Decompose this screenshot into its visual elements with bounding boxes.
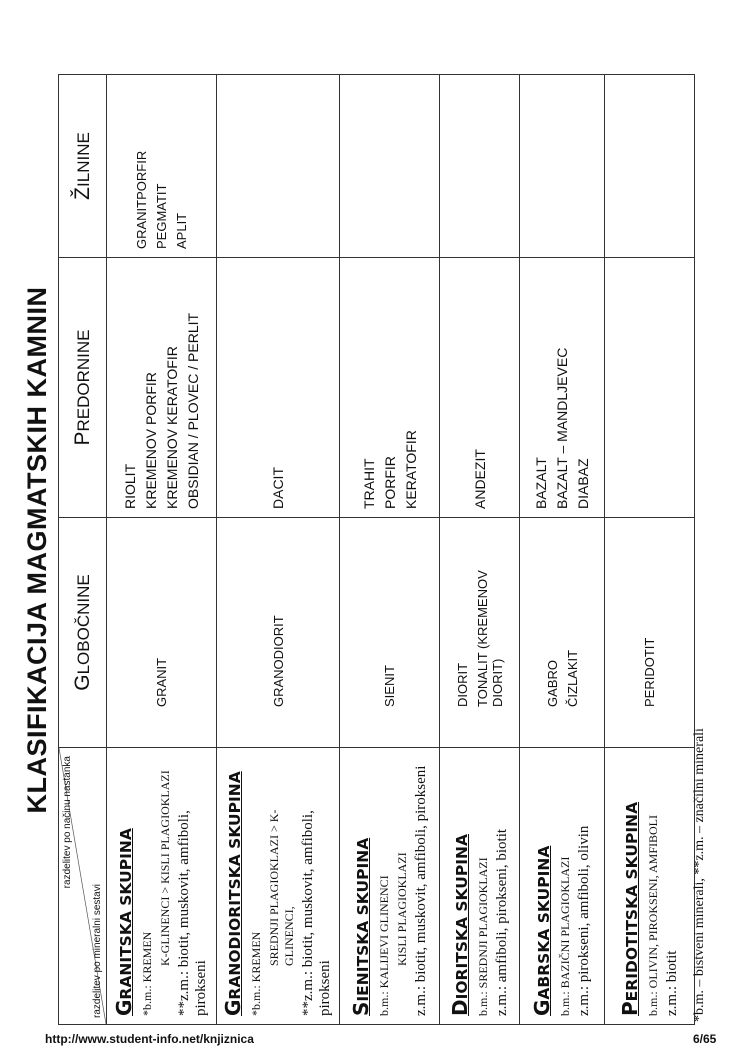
rock-name: BAZALT <box>533 457 549 509</box>
volcanic-rock-cell <box>520 258 605 518</box>
rock-name: GRANIT <box>154 657 169 707</box>
volcanic-rock-cell <box>440 258 520 518</box>
rock-group-name: SIENITSKA SKUPINA <box>348 837 373 1016</box>
volcanic-rock-cell <box>340 258 440 518</box>
rock-group-cell <box>605 748 695 1025</box>
mineral-line: b.m.: OLIVIN, PIROKSENI, AMFIBOLI <box>645 815 660 1016</box>
mineral-line: b.m.: SREDNJI PLAGIOKLAZI <box>475 857 490 1016</box>
table-row <box>107 75 217 1025</box>
rock-name: PERIDOTIT <box>642 637 657 707</box>
header-by-origin: razdelitev po načinu nastanka <box>62 756 73 889</box>
rock-group-name: DIORITSKA SKUPINA <box>447 834 472 1016</box>
rock-name: TONALIT (KREMENOV DIORIT) <box>474 570 505 707</box>
dike-rock-cell <box>520 75 605 258</box>
plutonic-rock-cell <box>605 518 695 748</box>
rock-group-cell <box>107 748 217 1025</box>
mineral-line: **z.m.: biotit, muskovit, amfiboli, pirokseni <box>300 810 333 1016</box>
mineral-line: z.m.: biotit, muskovit, amfiboli, pirokseni <box>412 765 429 1016</box>
rock-name: DIABAZ <box>575 458 591 509</box>
rock-group-name: GABRSKA SKUPINA <box>530 845 554 1016</box>
table-row <box>340 75 440 1025</box>
mineral-line: b.m.: BAZIČNI PLAGIOKLAZI <box>558 856 572 1016</box>
header-zilnine: ŽILNINE <box>59 75 107 258</box>
mineral-line: *b.m.: KREMEN <box>140 931 154 1016</box>
rock-group-name: GRANODIORITSKA SKUPINA <box>221 771 245 1016</box>
table-header-row <box>59 75 107 1025</box>
table-row <box>520 75 605 1025</box>
dike-rock-cell <box>440 75 520 258</box>
mineral-line: K-GLINENCI > KISLI PLAGIOKLAZI <box>158 770 172 966</box>
volcanic-rock-cell <box>605 258 695 518</box>
rock-name: ČIZLAKIT <box>564 649 580 707</box>
dike-rock-cell <box>217 75 340 258</box>
mineral-line: SREDNJI PLAGIOKLAZI > K-GLINENCI, <box>267 809 296 966</box>
header-by-mineral: razdelitev po mineralni sestavi <box>92 884 103 1018</box>
rock-name: GRANODIORIT <box>270 615 286 707</box>
rock-name: OBSIDIAN / PLOVEC / PERLIT <box>185 312 201 509</box>
header-globocnine: GLOBOČNINE <box>59 518 107 748</box>
mineral-line: z.m.: biotit <box>663 950 680 1016</box>
rock-name: SIENIT <box>382 665 397 707</box>
rock-name: DIORIT <box>454 662 470 707</box>
rock-name: GRANITPORFIR <box>134 150 149 249</box>
rock-name: KREMENOV KERATOFIR <box>164 346 180 509</box>
header-corner-cell <box>59 748 107 1025</box>
table-row <box>440 75 520 1025</box>
plutonic-rock-cell <box>217 518 340 748</box>
rock-group-cell <box>217 748 340 1025</box>
mineral-line: z.m.: pirokseni, amfiboli, olivin <box>576 825 592 1016</box>
volcanic-rock-cell <box>107 258 217 518</box>
dike-rock-cell <box>107 75 217 258</box>
mineral-line: b.m.: KALIJEVI GLINENCI <box>376 875 391 1016</box>
plutonic-rock-cell <box>520 518 605 748</box>
rock-name: ANDEZIT <box>471 449 488 509</box>
rock-group-cell <box>340 748 440 1025</box>
volcanic-rock-cell <box>217 258 340 518</box>
mineral-line: KISLI PLAGIOKLAZI <box>394 852 409 966</box>
header-predornine: PREDORNINE <box>59 258 107 518</box>
rock-name: KREMENOV PORFIR <box>143 372 159 509</box>
rock-name: DACIT <box>270 467 286 509</box>
classification-table <box>58 74 695 1025</box>
rock-group-name: GRANITSKA SKUPINA <box>112 828 136 1016</box>
dike-rock-cell <box>340 75 440 258</box>
dike-rock-cell <box>605 75 695 258</box>
table-row <box>217 75 340 1025</box>
footnote: *b.m. – bistveni minerali, **z.m. – značilni minerali <box>692 728 707 1022</box>
mineral-line: *b.m.: KREMEN <box>249 931 263 1016</box>
rock-name: KERATOFIR <box>402 430 419 509</box>
plutonic-rock-cell <box>107 518 217 748</box>
rock-name: PEGMATIT <box>154 183 169 249</box>
rock-name: TRAHIT <box>360 458 377 509</box>
rock-name: GABRO <box>544 660 560 707</box>
plutonic-rock-cell <box>340 518 440 748</box>
rock-name: BAZALT – MANDLJEVEC <box>554 347 570 509</box>
table-body <box>107 75 695 1025</box>
page-number: 6/65 <box>693 1032 717 1046</box>
table-row <box>605 75 695 1025</box>
rock-group-cell <box>440 748 520 1025</box>
rock-name: APLIT <box>174 212 189 249</box>
rock-group-name: PERIDOTITSKA SKUPINA <box>617 801 642 1016</box>
footer-url: http://www.student-info.net/knjiznica <box>45 1032 254 1046</box>
mineral-line: **z.m.: biotit, muskovit, amfiboli, pirokseni <box>176 810 209 1016</box>
mineral-line: z.m.: amfiboli, pirokseni, biotit <box>493 828 510 1016</box>
document-title: KLASIFIKACIJA MAGMATSKIH KAMNIN <box>22 286 52 814</box>
rock-name: RIOLIT <box>122 463 138 509</box>
rock-group-cell <box>520 748 605 1025</box>
plutonic-rock-cell <box>440 518 520 748</box>
rock-name: PORFIR <box>381 456 398 509</box>
